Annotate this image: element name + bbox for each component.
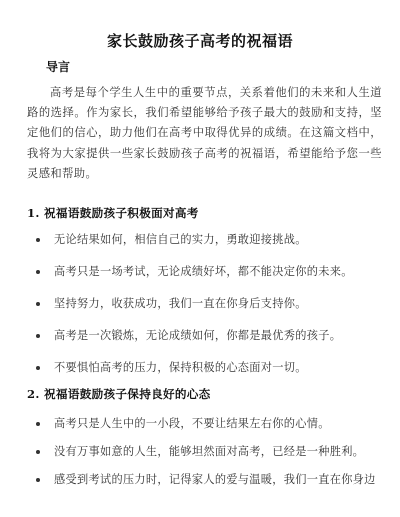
list-item-text: 不要惧怕高考的压力，保持积极的心态面对一切。 [54, 361, 307, 374]
bullet-icon [36, 450, 40, 454]
bullet-list-2 [34, 417, 389, 501]
list-item [34, 473, 389, 501]
bullet-icon [36, 478, 40, 482]
bullet-icon [36, 302, 40, 306]
list-item-text: 高考是一次锻炼，无论成绩如何，你都是最优秀的孩子。 [54, 329, 342, 342]
bullet-icon [36, 334, 40, 338]
bullet-icon [36, 270, 40, 274]
bullet-icon [36, 422, 40, 426]
list-item-text: 高考只是一场考试，无论成绩好坏，都不能决定你的未来。 [54, 265, 353, 278]
list-item [34, 417, 389, 445]
list-item-text: 坚持努力，收获成功，我们一直在你身后支持你。 [54, 297, 307, 310]
list-item-text: 高考只是人生中的一小段，不要让结果左右你的心情。 [54, 417, 330, 430]
list-item-text: 无论结果如何，相信自己的实力，勇敢迎接挑战。 [54, 233, 307, 246]
list-item [34, 265, 389, 297]
section-heading-2: 2. 祝福语鼓励孩子保持良好的心态 [27, 387, 211, 401]
intro-heading: 导言 [46, 60, 71, 74]
bullet-icon [36, 238, 40, 242]
list-item [34, 329, 389, 361]
intro-paragraph: 高考是每个学生人生中的重要节点，关系着他们的未来和人生道路的选择。作为家长，我们希望能够给予孩子最大的鼓励和支持，坚定他们的信心，助力他们在高考中取得优异的成绩。在这篇文档中，我将为大家提供一些家长鼓励孩子高考的祝福语，希望能给予您一些灵感和帮助。 [27, 86, 382, 180]
section-heading-1: 1. 祝福语鼓励孩子积极面对高考 [27, 206, 199, 220]
list-item [34, 297, 389, 329]
bullet-icon [36, 366, 40, 370]
document-title: 家长鼓励孩子高考的祝福语 [106, 32, 293, 50]
list-item-text: 没有万事如意的人生，能够坦然面对高考，已经是一种胜利。 [54, 445, 365, 458]
list-item [34, 233, 389, 265]
bullet-list-1 [34, 233, 389, 393]
list-item [34, 445, 389, 473]
list-item-text: 感受到考试的压力时，记得家人的爱与温暖，我们一直在你身边 [54, 473, 376, 486]
